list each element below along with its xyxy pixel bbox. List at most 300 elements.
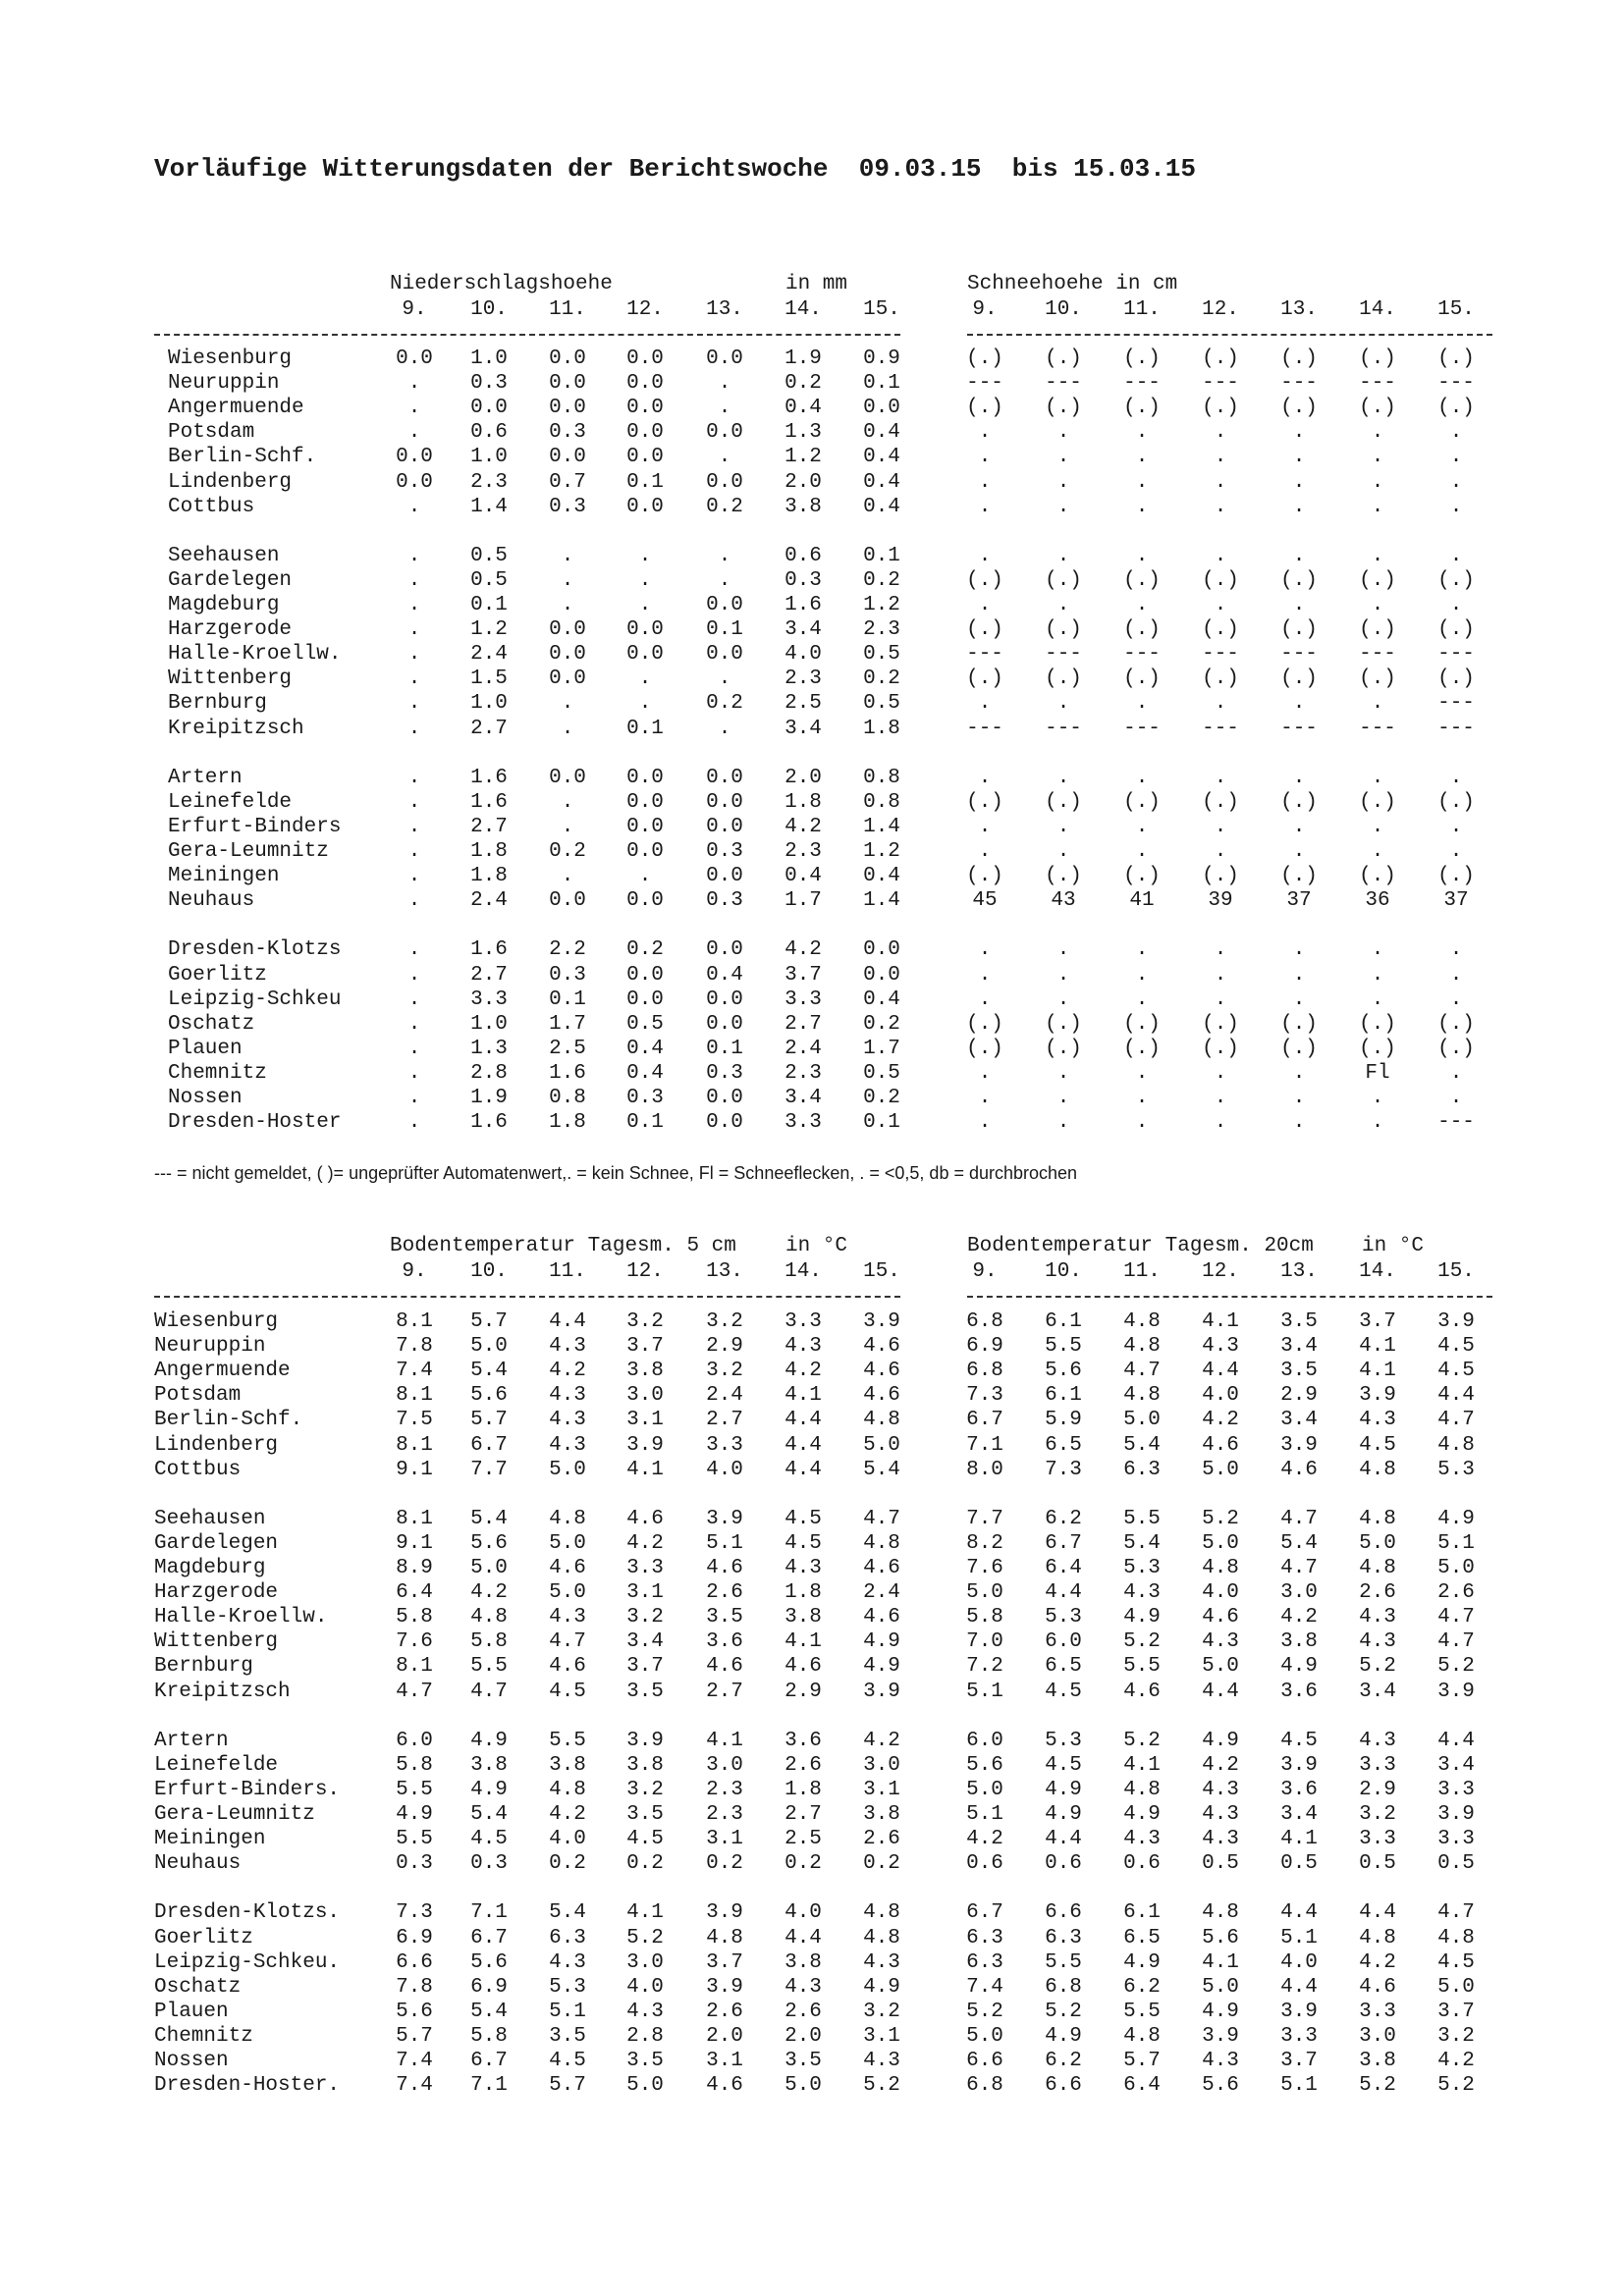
value-cell: 5.4 (549, 1901, 586, 1925)
value-cell: 0.7 (549, 470, 586, 494)
value-cell: 3.9 (706, 1975, 743, 1999)
station-name: Dresden-Klotzs (168, 938, 342, 962)
value-cell: . (1056, 470, 1070, 494)
value-cell: 0.1 (706, 1037, 743, 1060)
station-name: Halle-Kroellw. (168, 643, 342, 667)
table-row (0, 1086, 1623, 1110)
value-cell: 3.5 (1280, 1310, 1318, 1333)
value-cell: 5.2 (1359, 1655, 1396, 1679)
value-cell: . (561, 815, 574, 838)
value-cell: . (978, 1111, 992, 1135)
table-row (0, 617, 1623, 642)
value-cell: 0.0 (626, 766, 664, 789)
value-cell: . (1449, 938, 1463, 962)
value-cell: 3.4 (1280, 1409, 1318, 1432)
value-cell: 5.1 (1280, 2074, 1318, 2098)
value-cell: . (1371, 1087, 1384, 1109)
table-row (0, 1507, 1623, 1531)
value-cell: 6.6 (1045, 1901, 1082, 1925)
value-cell: 0.0 (396, 347, 433, 370)
value-cell: 5.2 (966, 2000, 1003, 2023)
value-cell: 2.3 (863, 618, 900, 642)
station-name: Wittenberg (154, 1630, 279, 1654)
value-cell: 5.0 (1202, 1975, 1239, 1999)
value-cell: 0.3 (396, 1852, 433, 1876)
value-cell: 3.8 (784, 495, 822, 518)
value-cell: 0.5 (470, 544, 508, 567)
value-cell: 3.3 (784, 988, 822, 1011)
value-cell: 4.6 (1359, 1975, 1396, 1999)
soil-rule-right (967, 1296, 1492, 1298)
value-cell: --- (966, 372, 1003, 396)
value-cell: 5.4 (1280, 1531, 1318, 1555)
value-cell: 2.6 (784, 2000, 822, 2023)
station-name: Halle-Kroellw. (154, 1606, 328, 1629)
value-cell: 0.2 (863, 1852, 900, 1876)
station-name: Chemnitz (154, 2024, 253, 2048)
value-cell: 0.5 (1437, 1852, 1475, 1876)
value-cell: 5.0 (549, 1581, 586, 1605)
soil-day-left-4: 13. (706, 1260, 743, 1283)
table-row (0, 495, 1623, 519)
table-row (0, 1827, 1623, 1851)
value-cell: 7.6 (396, 1630, 433, 1654)
soil-header-5cm: Bodentemperatur Tagesm. 5 cm (390, 1235, 736, 1257)
value-cell: 0.2 (549, 1852, 586, 1876)
value-cell: (.) (1123, 865, 1161, 888)
value-cell: 4.4 (1437, 1384, 1475, 1408)
value-cell: 0.0 (626, 618, 664, 642)
value-cell: . (407, 988, 421, 1011)
value-cell: . (1371, 963, 1384, 987)
value-cell: 1.0 (470, 446, 508, 469)
legend-text: --- = nicht gemeldet, ( )= ungeprüfter Automatenwert,. = kein Schnee, Fl = Schneeflecken, . = <0,5, db = durchbrochen (154, 1163, 1078, 1183)
value-cell: 0.4 (784, 397, 822, 420)
value-cell: 0.6 (966, 1852, 1003, 1876)
value-cell: . (1292, 470, 1306, 494)
value-cell: 0.4 (863, 865, 900, 888)
value-cell: 5.8 (396, 1606, 433, 1629)
value-cell: . (1135, 766, 1149, 789)
table-row (0, 1359, 1623, 1383)
value-cell: 5.2 (1123, 1729, 1161, 1752)
table-row (0, 2024, 1623, 2049)
table-row (0, 1802, 1623, 1827)
value-cell: 5.0 (470, 1335, 508, 1359)
value-cell: (.) (966, 865, 1003, 888)
value-cell: 3.8 (626, 1360, 664, 1383)
value-cell: . (978, 495, 992, 518)
value-cell: 4.2 (966, 1828, 1003, 1851)
value-cell: (.) (966, 397, 1003, 420)
value-cell: 0.0 (626, 372, 664, 396)
value-cell: . (407, 963, 421, 987)
value-cell: 5.4 (1123, 1531, 1161, 1555)
value-cell: 4.0 (1280, 1950, 1318, 1974)
value-cell: 0.1 (863, 1111, 900, 1135)
value-cell: (.) (1359, 865, 1396, 888)
value-cell: 3.9 (1359, 1384, 1396, 1408)
value-cell: . (1135, 1111, 1149, 1135)
value-cell: 3.9 (863, 1680, 900, 1703)
station-name: Artern (154, 1729, 229, 1752)
value-cell: . (638, 594, 652, 616)
value-cell: 0.0 (626, 988, 664, 1011)
value-cell: . (1214, 692, 1227, 716)
value-cell: 4.4 (1437, 1729, 1475, 1752)
value-cell: 9.1 (396, 1531, 433, 1555)
value-cell: (.) (1359, 397, 1396, 420)
value-cell: 2.4 (863, 1581, 900, 1605)
value-cell: 7.7 (470, 1458, 508, 1481)
value-cell: 2.6 (1359, 1581, 1396, 1605)
value-cell: 3.9 (1202, 2024, 1239, 2048)
value-cell: 2.9 (1280, 1384, 1318, 1408)
value-cell: 6.4 (1123, 2074, 1161, 2098)
value-cell: 1.7 (549, 1012, 586, 1036)
value-cell: 3.8 (470, 1753, 508, 1777)
value-cell: 4.8 (863, 1926, 900, 1949)
station-name: Potsdam (154, 1384, 242, 1408)
value-cell: 5.0 (1437, 1557, 1475, 1579)
value-cell: 0.4 (863, 421, 900, 445)
value-cell: 5.3 (1045, 1606, 1082, 1629)
value-cell: 3.5 (549, 2024, 586, 2048)
value-cell: (.) (1280, 347, 1318, 370)
table-row (0, 766, 1623, 790)
value-cell: 2.7 (470, 963, 508, 987)
value-cell: 5.5 (470, 1655, 508, 1679)
value-cell: 4.1 (1123, 1753, 1161, 1777)
value-cell: 6.1 (1045, 1310, 1082, 1333)
value-cell: 5.1 (549, 2000, 586, 2023)
value-cell: (.) (1123, 1037, 1161, 1060)
value-cell: 7.6 (966, 1557, 1003, 1579)
value-cell: . (407, 692, 421, 716)
table-row (0, 1975, 1623, 2000)
value-cell: 4.4 (784, 1458, 822, 1481)
value-cell: . (407, 1087, 421, 1109)
value-cell: 3.7 (1359, 1310, 1396, 1333)
value-cell: 4.5 (1437, 1335, 1475, 1359)
value-cell: . (1214, 421, 1227, 445)
value-cell: 2.7 (706, 1680, 743, 1703)
value-cell: 0.0 (470, 397, 508, 420)
value-cell: (.) (1280, 1012, 1318, 1036)
station-name: Neuruppin (154, 1335, 266, 1359)
table-row (0, 667, 1623, 691)
value-cell: 0.1 (626, 717, 664, 740)
value-cell: 6.3 (966, 1926, 1003, 1949)
value-cell: 6.9 (470, 1975, 508, 1999)
value-cell: 5.6 (1045, 1360, 1082, 1383)
value-cell: 0.3 (626, 1087, 664, 1109)
value-cell: 6.6 (966, 2050, 1003, 2072)
value-cell: 6.2 (1045, 1507, 1082, 1530)
value-cell: 0.0 (706, 421, 743, 445)
value-cell: . (407, 766, 421, 789)
value-cell: 4.3 (1202, 1335, 1239, 1359)
value-cell: 3.7 (626, 1655, 664, 1679)
precip-day-right-2: 11. (1123, 298, 1161, 321)
value-cell: 0.0 (706, 594, 743, 616)
value-cell: 4.8 (549, 1778, 586, 1801)
value-cell: . (638, 568, 652, 592)
station-name: Gera-Leumnitz (154, 1803, 315, 1826)
table-row (0, 839, 1623, 864)
value-cell: 6.1 (1045, 1384, 1082, 1408)
precip-day-left-3: 12. (626, 298, 664, 321)
value-cell: 5.0 (1437, 1975, 1475, 1999)
value-cell: 4.9 (1280, 1655, 1318, 1679)
value-cell: 4.8 (470, 1606, 508, 1629)
value-cell: 2.7 (706, 1409, 743, 1432)
value-cell: 4.7 (1280, 1507, 1318, 1530)
value-cell: 4.6 (1202, 1433, 1239, 1457)
value-cell: 3.1 (626, 1409, 664, 1432)
value-cell: . (1292, 594, 1306, 616)
soil-day-left-5: 14. (784, 1260, 822, 1283)
value-cell: 3.2 (1359, 1803, 1396, 1826)
value-cell: 9.1 (396, 1458, 433, 1481)
value-cell: . (561, 865, 574, 888)
value-cell: 3.1 (706, 1828, 743, 1851)
value-cell: 1.8 (470, 840, 508, 863)
value-cell: 2.3 (784, 1061, 822, 1085)
soil-day-right-4: 13. (1280, 1260, 1318, 1283)
value-cell: 3.8 (784, 1950, 822, 1974)
value-cell: 4.6 (706, 2074, 743, 2098)
value-cell: 0.2 (549, 840, 586, 863)
value-cell: 4.3 (1359, 1606, 1396, 1629)
value-cell: (.) (1280, 790, 1318, 814)
station-name: Nossen (154, 2050, 229, 2072)
value-cell: . (1371, 938, 1384, 962)
value-cell: 5.7 (549, 2074, 586, 2098)
value-cell: . (978, 938, 992, 962)
soil-day-right-5: 14. (1359, 1260, 1396, 1283)
value-cell: (.) (1437, 1012, 1475, 1036)
value-cell: 4.6 (626, 1507, 664, 1530)
value-cell: 4.4 (1202, 1360, 1239, 1383)
station-name: Oschatz (168, 1012, 255, 1036)
value-cell: . (1371, 446, 1384, 469)
value-cell: (.) (1280, 865, 1318, 888)
value-cell: 8.1 (396, 1384, 433, 1408)
value-cell: 5.6 (396, 2000, 433, 2023)
value-cell: 2.8 (470, 1061, 508, 1085)
table-row (0, 717, 1623, 741)
value-cell: 0.3 (706, 1061, 743, 1085)
value-cell: . (1371, 495, 1384, 518)
value-cell: . (978, 1087, 992, 1109)
value-cell: 1.8 (863, 717, 900, 740)
value-cell: 3.8 (626, 1753, 664, 1777)
table-row (0, 1531, 1623, 1556)
table-row (0, 1458, 1623, 1482)
value-cell: 7.0 (966, 1630, 1003, 1654)
table-row (0, 864, 1623, 888)
value-cell: --- (1280, 372, 1318, 396)
station-name: Angermuende (168, 397, 304, 420)
value-cell: 6.6 (396, 1950, 433, 1974)
value-cell: 4.6 (706, 1557, 743, 1579)
value-cell: 8.0 (966, 1458, 1003, 1481)
value-cell: 5.2 (863, 2074, 900, 2098)
value-cell: . (1135, 988, 1149, 1011)
value-cell: . (407, 1037, 421, 1060)
value-cell: 2.0 (784, 2024, 822, 2048)
value-cell: . (1371, 766, 1384, 789)
value-cell: . (1292, 1061, 1306, 1085)
value-cell: 4.3 (1123, 1581, 1161, 1605)
value-cell: 5.0 (784, 2074, 822, 2098)
value-cell: --- (1202, 643, 1239, 667)
value-cell: 2.9 (1359, 1778, 1396, 1801)
value-cell: 3.0 (706, 1753, 743, 1777)
value-cell: 4.9 (863, 1630, 900, 1654)
value-cell: 2.7 (784, 1012, 822, 1036)
value-cell: 7.8 (396, 1335, 433, 1359)
value-cell: 6.2 (1123, 1975, 1161, 1999)
value-cell: (.) (1202, 1012, 1239, 1036)
value-cell: 2.6 (1437, 1581, 1475, 1605)
value-cell: . (407, 1111, 421, 1135)
value-cell: 6.8 (1045, 1975, 1082, 1999)
value-cell: 0.5 (1202, 1852, 1239, 1876)
value-cell: 3.9 (1437, 1680, 1475, 1703)
value-cell: 4.7 (1437, 1901, 1475, 1925)
value-cell: 5.4 (470, 1507, 508, 1530)
value-cell: 0.0 (626, 421, 664, 445)
value-cell: --- (1280, 717, 1318, 740)
value-cell: 8.1 (396, 1433, 433, 1457)
value-cell: 4.8 (1359, 1926, 1396, 1949)
value-cell: 4.2 (549, 1803, 586, 1826)
value-cell: . (1056, 446, 1070, 469)
value-cell: . (1214, 963, 1227, 987)
value-cell: (.) (1280, 1037, 1318, 1060)
value-cell: 0.0 (549, 347, 586, 370)
value-cell: 6.0 (1045, 1630, 1082, 1654)
value-cell: (.) (1359, 1037, 1396, 1060)
value-cell: 0.0 (549, 446, 586, 469)
value-cell: . (1292, 421, 1306, 445)
value-cell: . (1056, 421, 1070, 445)
value-cell: (.) (1359, 568, 1396, 592)
value-cell: (.) (1359, 618, 1396, 642)
value-cell: 3.9 (1280, 1753, 1318, 1777)
value-cell: --- (1359, 643, 1396, 667)
station-name: Seehausen (168, 544, 280, 567)
value-cell: 4.6 (1280, 1458, 1318, 1481)
value-cell: 7.3 (396, 1901, 433, 1925)
station-name: Magdeburg (154, 1557, 266, 1579)
value-cell: . (1056, 692, 1070, 716)
value-cell: 0.4 (706, 963, 743, 987)
value-cell: 4.4 (1359, 1901, 1396, 1925)
value-cell: 4.6 (863, 1557, 900, 1579)
value-cell: 1.4 (863, 815, 900, 838)
value-cell: 5.7 (470, 1409, 508, 1432)
value-cell: 7.4 (966, 1975, 1003, 1999)
value-cell: 6.7 (1045, 1531, 1082, 1555)
value-cell: 6.9 (396, 1926, 433, 1949)
value-cell: 5.5 (549, 1729, 586, 1752)
value-cell: . (1214, 938, 1227, 962)
value-cell: . (978, 594, 992, 616)
value-cell: 3.0 (1359, 2024, 1396, 2048)
value-cell: 4.2 (626, 1531, 664, 1555)
value-cell: . (407, 790, 421, 814)
value-cell: . (1056, 594, 1070, 616)
value-cell: 0.0 (549, 643, 586, 667)
value-cell: 2.3 (470, 470, 508, 494)
value-cell: 5.0 (1202, 1655, 1239, 1679)
precip-day-right-1: 10. (1045, 298, 1082, 321)
value-cell: 3.4 (784, 1087, 822, 1109)
value-cell: 4.3 (549, 1950, 586, 1974)
value-cell: 5.1 (966, 1680, 1003, 1703)
value-cell: (.) (1123, 397, 1161, 420)
value-cell: . (407, 618, 421, 642)
value-cell: 4.6 (863, 1360, 900, 1383)
value-cell: . (1214, 594, 1227, 616)
value-cell: 4.3 (549, 1409, 586, 1432)
station-name: Potsdam (168, 421, 255, 445)
value-cell: . (1449, 495, 1463, 518)
value-cell: 5.1 (1280, 1926, 1318, 1949)
value-cell: 4.3 (549, 1433, 586, 1457)
station-name: Seehausen (154, 1507, 266, 1530)
value-cell: (.) (1202, 1037, 1239, 1060)
value-cell: 2.6 (784, 1753, 822, 1777)
value-cell: . (1135, 495, 1149, 518)
value-cell: 4.4 (1045, 1581, 1082, 1605)
value-cell: 0.0 (626, 790, 664, 814)
value-cell: 1.8 (784, 1581, 822, 1605)
value-cell: 5.4 (470, 1360, 508, 1383)
value-cell: . (1371, 421, 1384, 445)
value-cell: 5.5 (1045, 1950, 1082, 1974)
value-cell: 6.8 (966, 2074, 1003, 2098)
value-cell: . (1371, 692, 1384, 716)
value-cell: --- (1437, 717, 1475, 740)
value-cell: --- (1359, 717, 1396, 740)
value-cell: 4.8 (706, 1926, 743, 1949)
value-cell: 3.2 (626, 1606, 664, 1629)
value-cell: . (1056, 988, 1070, 1011)
table-row (0, 1851, 1623, 1876)
value-cell: 4.3 (549, 1384, 586, 1408)
value-cell: . (978, 692, 992, 716)
station-name: Leinefelde (154, 1753, 279, 1777)
value-cell: 3.8 (549, 1753, 586, 1777)
precip-day-left-2: 11. (549, 298, 586, 321)
value-cell: 0.0 (706, 347, 743, 370)
value-cell: 7.1 (470, 1901, 508, 1925)
value-cell: 4.0 (784, 1901, 822, 1925)
value-cell: 3.5 (706, 1606, 743, 1629)
value-cell: 1.7 (784, 889, 822, 913)
value-cell: 6.9 (966, 1335, 1003, 1359)
station-name: Erfurt-Binders (168, 815, 342, 838)
value-cell: . (1056, 1061, 1070, 1085)
value-cell: . (1214, 544, 1227, 567)
value-cell: 5.0 (863, 1433, 900, 1457)
value-cell: 3.1 (706, 2050, 743, 2072)
value-cell: 4.0 (1202, 1384, 1239, 1408)
